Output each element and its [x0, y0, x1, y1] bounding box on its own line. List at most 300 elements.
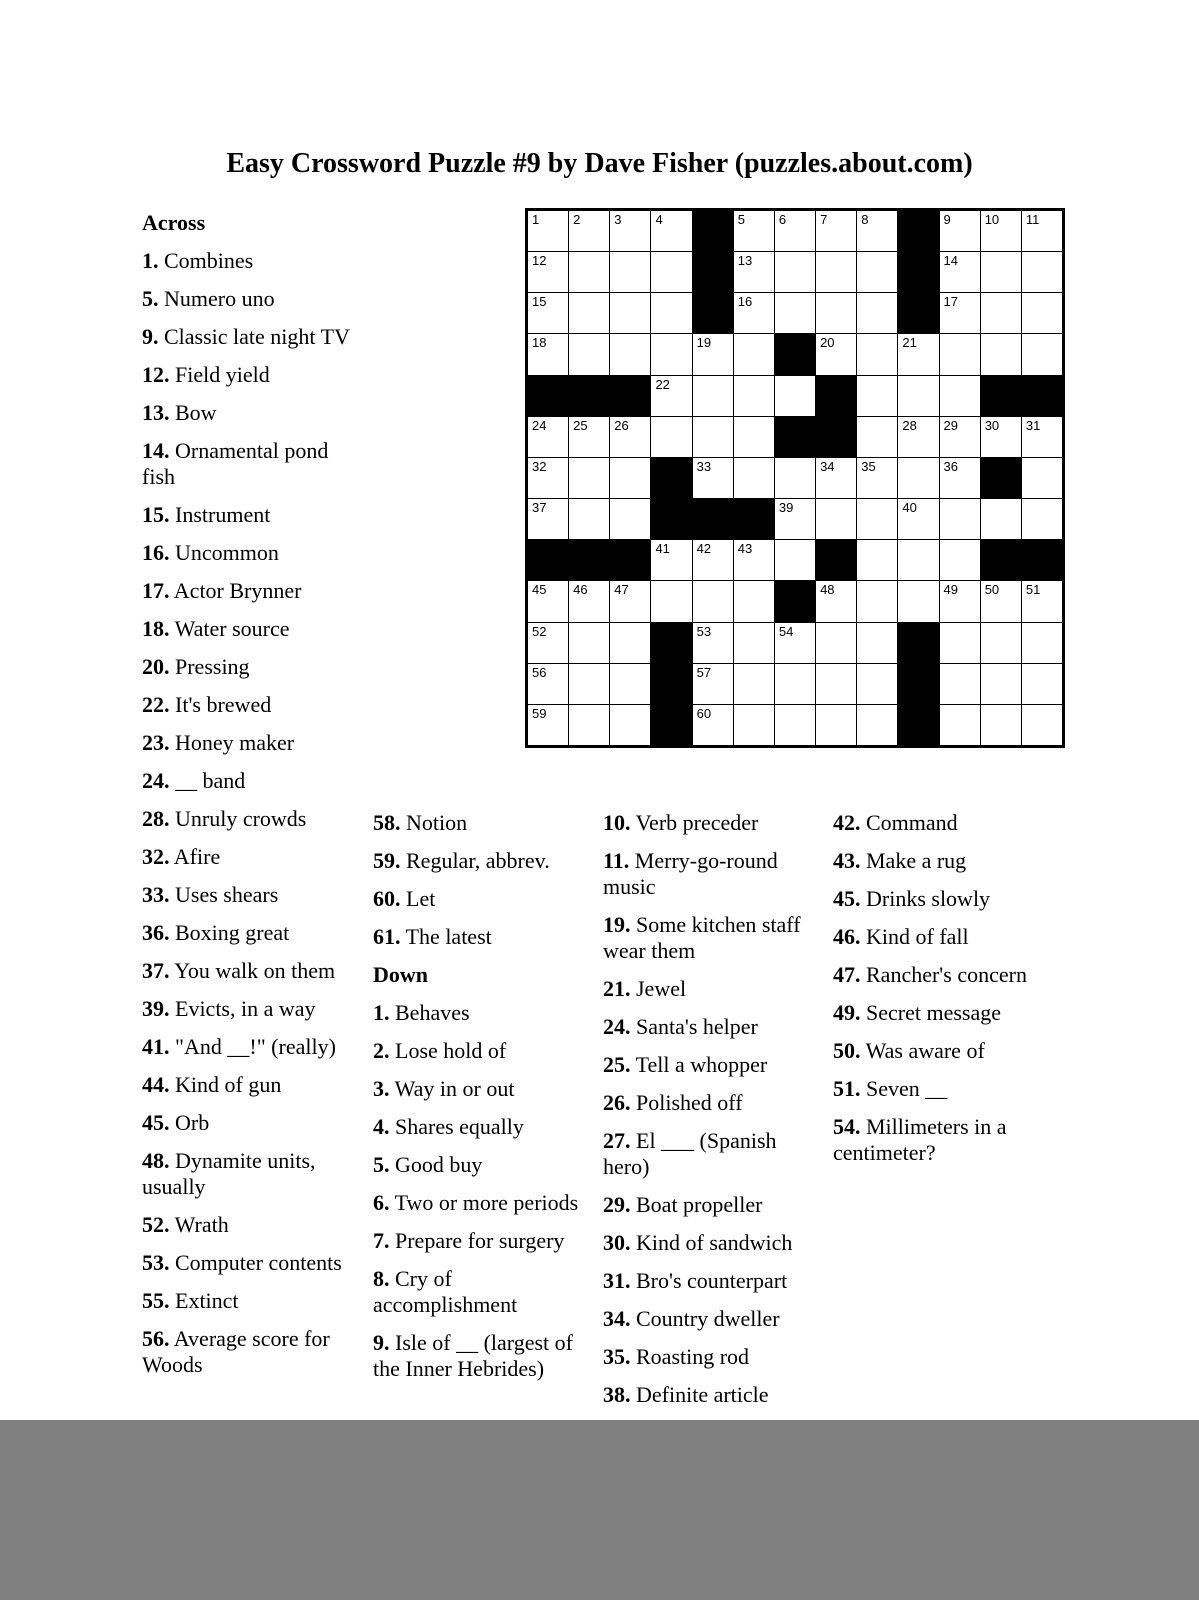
- grid-cell[interactable]: [940, 581, 980, 621]
- grid-cell[interactable]: [816, 334, 856, 374]
- black-square: [528, 540, 568, 580]
- across-clue: [142, 692, 357, 718]
- cell-number: 51: [1025, 582, 1041, 598]
- clue-number: 38.: [603, 1382, 631, 1407]
- grid-cell[interactable]: [981, 252, 1021, 292]
- grid-cell[interactable]: [610, 664, 650, 704]
- grid-cell[interactable]: [569, 499, 609, 539]
- clue-text: Good buy: [395, 1152, 483, 1177]
- grid-cell[interactable]: [940, 664, 980, 704]
- down-clue: [603, 1230, 818, 1256]
- cell-number: 31: [1025, 417, 1041, 433]
- cell-number: 37: [532, 500, 547, 516]
- black-square: [816, 417, 856, 457]
- grid-cell[interactable]: [857, 417, 897, 457]
- grid-cell[interactable]: [898, 334, 938, 374]
- across-clue: [142, 844, 357, 870]
- clue-number: 47.: [833, 962, 861, 987]
- grid-cell[interactable]: [569, 211, 609, 251]
- grid-cell[interactable]: [940, 293, 980, 333]
- clue-text: Field yield: [175, 362, 270, 387]
- grid-cell[interactable]: [775, 293, 815, 333]
- grid-cell[interactable]: [651, 293, 691, 333]
- grid-cell[interactable]: [693, 417, 733, 457]
- grid-cell[interactable]: [940, 334, 980, 374]
- black-square: [816, 540, 856, 580]
- clue-column-1: [142, 210, 357, 1390]
- clue-number: 49.: [833, 1000, 861, 1025]
- clue-text: Classic late night TV: [164, 324, 350, 349]
- grid-cell[interactable]: [940, 458, 980, 498]
- clue-text: El ___ (Spanish hero): [603, 1128, 777, 1179]
- grid-cell[interactable]: [1022, 705, 1062, 745]
- across-clue: [142, 654, 357, 680]
- grid-cell[interactable]: [610, 252, 650, 292]
- black-square: [1022, 540, 1062, 580]
- clue-number: 11.: [603, 848, 630, 873]
- grid-cell[interactable]: [610, 211, 650, 251]
- clue-number: 7.: [373, 1228, 390, 1253]
- black-square: [693, 293, 733, 333]
- clue-text: Behaves: [395, 1000, 470, 1025]
- cell-number: 57: [696, 664, 712, 680]
- down-clue: [603, 1052, 818, 1078]
- grid-cell[interactable]: [940, 540, 980, 580]
- clue-number: 10.: [603, 810, 631, 835]
- grid-cell[interactable]: [610, 293, 650, 333]
- down-clue: [833, 1038, 1048, 1064]
- clue-number: 3.: [373, 1076, 390, 1101]
- black-square: [981, 458, 1021, 498]
- grid-cell[interactable]: [693, 376, 733, 416]
- grid-cell[interactable]: [857, 581, 897, 621]
- grid-cell[interactable]: [857, 252, 897, 292]
- down-clue: [833, 1076, 1048, 1102]
- grid-cell[interactable]: [857, 540, 897, 580]
- grid-cell[interactable]: [528, 417, 568, 457]
- clue-text: Millimeters in a centimeter?: [833, 1114, 1007, 1165]
- cell-number: 47: [614, 582, 629, 598]
- black-square: [1022, 376, 1062, 416]
- grid-cell[interactable]: [610, 334, 650, 374]
- black-square: [775, 581, 815, 621]
- clue-column-2: [373, 810, 588, 1394]
- down-clue: [603, 1382, 818, 1408]
- grid-cell[interactable]: [775, 458, 815, 498]
- cell-number: 3: [614, 212, 622, 227]
- clue-text: Merry-go-round music: [603, 848, 778, 899]
- grid-cell[interactable]: [734, 458, 774, 498]
- grid-cell[interactable]: [569, 705, 609, 745]
- grid-cell[interactable]: [981, 499, 1021, 539]
- across-clue: [142, 1326, 357, 1378]
- clue-number: 60.: [373, 886, 401, 911]
- grid-cell[interactable]: [857, 211, 897, 251]
- grid-cell[interactable]: [775, 540, 815, 580]
- grid-cell[interactable]: [940, 417, 980, 457]
- clue-number: 59.: [373, 848, 401, 873]
- down-clue: [373, 1114, 588, 1140]
- clue-text: Notion: [406, 810, 468, 835]
- grid-cell[interactable]: [569, 581, 609, 621]
- grid-cell[interactable]: [693, 664, 733, 704]
- clue-text: Combines: [164, 248, 254, 273]
- clue-text: Actor Brynner: [173, 578, 302, 603]
- grid-cell[interactable]: [857, 664, 897, 704]
- grid-cell[interactable]: [610, 499, 650, 539]
- clue-number: 32.: [142, 844, 170, 869]
- clue-text: Evicts, in a way: [175, 996, 316, 1021]
- black-square: [693, 211, 733, 251]
- down-clue: [373, 1038, 588, 1064]
- clue-text: Instrument: [175, 502, 271, 527]
- black-square: [898, 252, 938, 292]
- clue-number: 24.: [142, 768, 170, 793]
- clue-text: You walk on them: [174, 958, 336, 983]
- grid-cell[interactable]: [569, 252, 609, 292]
- cell-number: 4: [655, 212, 663, 227]
- cell-number: 36: [943, 458, 958, 474]
- grid-cell[interactable]: [1022, 334, 1062, 374]
- cell-number: 20: [820, 335, 835, 351]
- clue-text: It's brewed: [175, 692, 272, 717]
- grid-cell[interactable]: [816, 211, 856, 251]
- down-clue: [833, 1114, 1048, 1166]
- grid-cell[interactable]: [981, 664, 1021, 704]
- across-clue: [373, 848, 588, 874]
- clue-text: Country dweller: [636, 1306, 780, 1331]
- grid-cell[interactable]: [981, 211, 1021, 251]
- grid-cell[interactable]: [528, 664, 568, 704]
- across-clue: [373, 924, 588, 950]
- grid-cell[interactable]: [734, 540, 774, 580]
- clue-number: 56.: [142, 1326, 170, 1351]
- grid-cell[interactable]: [981, 705, 1021, 745]
- cell-number: 2: [573, 212, 581, 227]
- grid-cell[interactable]: [610, 458, 650, 498]
- grid-cell[interactable]: [528, 499, 568, 539]
- grid-cell[interactable]: [528, 458, 568, 498]
- clue-number: 29.: [603, 1192, 631, 1217]
- grid-cell[interactable]: [816, 499, 856, 539]
- clue-text: Lose hold of: [395, 1038, 507, 1063]
- cell-number: 41: [655, 541, 670, 557]
- clue-number: 1.: [373, 1000, 390, 1025]
- grid-cell[interactable]: [775, 376, 815, 416]
- clue-number: 34.: [603, 1306, 631, 1331]
- grid-cell[interactable]: [775, 623, 815, 663]
- grid-cell[interactable]: [940, 211, 980, 251]
- cell-number: 6: [778, 212, 787, 227]
- clue-number: 12.: [142, 362, 170, 387]
- grid-cell[interactable]: [734, 211, 774, 251]
- grid-cell[interactable]: [1022, 417, 1062, 457]
- cell-number: 54: [778, 623, 794, 639]
- grid-cell[interactable]: [775, 664, 815, 704]
- cell-number: 1: [532, 212, 540, 227]
- down-clue: [833, 848, 1048, 874]
- clue-text: Rancher's concern: [866, 962, 1027, 987]
- grid-cell[interactable]: [898, 540, 938, 580]
- grid-cell[interactable]: [569, 293, 609, 333]
- clue-number: 55.: [142, 1288, 170, 1313]
- grid-cell[interactable]: [569, 664, 609, 704]
- grid-cell[interactable]: [898, 499, 938, 539]
- black-square: [775, 417, 815, 457]
- grid-cell[interactable]: [775, 252, 815, 292]
- cell-number: 52: [532, 623, 547, 639]
- cell-number: 56: [532, 664, 547, 680]
- across-clue: [142, 730, 357, 756]
- cell-number: 15: [532, 294, 547, 310]
- grid-cell[interactable]: [857, 334, 897, 374]
- grid-cell[interactable]: [857, 293, 897, 333]
- grid-cell[interactable]: [775, 705, 815, 745]
- cell-number: 28: [902, 417, 917, 433]
- grid-cell[interactable]: [693, 581, 733, 621]
- down-clue: [603, 1268, 818, 1294]
- clue-number: 27.: [603, 1128, 631, 1153]
- down-clue: [373, 1000, 588, 1026]
- grid-cell[interactable]: [528, 211, 568, 251]
- grid-cell[interactable]: [775, 211, 815, 251]
- grid-cell[interactable]: [528, 293, 568, 333]
- clue-text: Bow: [175, 400, 217, 425]
- grid-cell[interactable]: [734, 705, 774, 745]
- clue-number: 4.: [373, 1114, 390, 1139]
- across-clue: [373, 810, 588, 836]
- clue-text: Kind of fall: [866, 924, 969, 949]
- grid-cell[interactable]: [1022, 664, 1062, 704]
- grid-cell[interactable]: [651, 581, 691, 621]
- clue-number: 45.: [142, 1110, 170, 1135]
- clue-number: 35.: [603, 1344, 631, 1369]
- grid-cell[interactable]: [734, 252, 774, 292]
- grid-cell[interactable]: [775, 499, 815, 539]
- grid-cell[interactable]: [651, 376, 691, 416]
- clue-number: 14.: [142, 438, 170, 463]
- grid-cell[interactable]: [651, 211, 691, 251]
- clue-number: 28.: [142, 806, 170, 831]
- clue-number: 30.: [603, 1230, 631, 1255]
- clue-number: 26.: [603, 1090, 631, 1115]
- clue-text: Command: [866, 810, 958, 835]
- black-square: [693, 252, 733, 292]
- grid-cell[interactable]: [857, 705, 897, 745]
- black-square: [981, 540, 1021, 580]
- grid-cell[interactable]: [734, 376, 774, 416]
- across-clue: [142, 1034, 357, 1060]
- clue-number: 18.: [142, 616, 170, 641]
- grid-cell[interactable]: [898, 581, 938, 621]
- clue-number: 53.: [142, 1250, 170, 1275]
- grid-cell[interactable]: [569, 623, 609, 663]
- black-square: [898, 293, 938, 333]
- grid-cell[interactable]: [569, 334, 609, 374]
- grid-cell[interactable]: [693, 540, 733, 580]
- grid-cell[interactable]: [981, 417, 1021, 457]
- grid-cell[interactable]: [569, 458, 609, 498]
- clue-number: 39.: [142, 996, 170, 1021]
- grid-cell[interactable]: [734, 581, 774, 621]
- grid-cell[interactable]: [651, 334, 691, 374]
- cell-number: 9: [943, 212, 951, 227]
- black-square: [734, 499, 774, 539]
- grid-cell[interactable]: [651, 540, 691, 580]
- grid-cell[interactable]: [981, 334, 1021, 374]
- grid-cell[interactable]: [816, 664, 856, 704]
- across-clue: [373, 886, 588, 912]
- black-square: [528, 376, 568, 416]
- grid-cell[interactable]: [1022, 623, 1062, 663]
- clue-text: Uses shears: [175, 882, 279, 907]
- grid-cell[interactable]: [569, 417, 609, 457]
- grid-cell[interactable]: [1022, 211, 1062, 251]
- cell-number: 25: [573, 417, 588, 433]
- grid-cell[interactable]: [816, 623, 856, 663]
- grid-cell[interactable]: [693, 705, 733, 745]
- grid-cell[interactable]: [651, 417, 691, 457]
- clue-text: Orb: [175, 1110, 210, 1135]
- down-clue: [603, 848, 818, 900]
- across-clue: [142, 502, 357, 528]
- clue-number: 51.: [833, 1076, 861, 1101]
- black-square: [816, 376, 856, 416]
- clue-text: Drinks slowly: [866, 886, 991, 911]
- grid-cell[interactable]: [734, 293, 774, 333]
- black-square: [610, 376, 650, 416]
- grid-cell[interactable]: [651, 252, 691, 292]
- clue-text: Uncommon: [175, 540, 279, 565]
- clue-number: 46.: [833, 924, 861, 949]
- cell-number: 33: [696, 458, 712, 474]
- page-title: Easy Crossword Puzzle #9 by Dave Fisher (puzzles.about.com): [226, 148, 973, 179]
- grid-cell[interactable]: [1022, 252, 1062, 292]
- grid-cell[interactable]: [734, 417, 774, 457]
- grid-cell[interactable]: [981, 293, 1021, 333]
- clue-text: Bro's counterpart: [636, 1268, 788, 1293]
- clue-number: 25.: [603, 1052, 631, 1077]
- grid-cell[interactable]: [528, 705, 568, 745]
- grid-cell[interactable]: [734, 664, 774, 704]
- clue-number: 22.: [142, 692, 170, 717]
- clue-number: 23.: [142, 730, 170, 755]
- grid-cell[interactable]: [857, 376, 897, 416]
- grid-cell[interactable]: [816, 458, 856, 498]
- cell-number: 53: [696, 623, 712, 639]
- grid-cell[interactable]: [940, 705, 980, 745]
- grid-cell[interactable]: [857, 458, 897, 498]
- grid-cell[interactable]: [528, 334, 568, 374]
- cell-number: 8: [861, 212, 869, 227]
- clue-text: Prepare for surgery: [395, 1228, 565, 1253]
- clue-text: Let: [406, 886, 436, 911]
- grid-cell[interactable]: [1022, 458, 1062, 498]
- grid-cell[interactable]: [528, 623, 568, 663]
- grid-cell[interactable]: [816, 252, 856, 292]
- down-clue: [373, 1076, 588, 1102]
- clue-text: Regular, abbrev.: [406, 848, 550, 873]
- grid-cell[interactable]: [981, 623, 1021, 663]
- grid-cell[interactable]: [1022, 293, 1062, 333]
- grid-cell[interactable]: [1022, 499, 1062, 539]
- across-clue: [142, 1072, 357, 1098]
- grid-cell[interactable]: [816, 705, 856, 745]
- grid-cell[interactable]: [898, 376, 938, 416]
- cell-number: 45: [532, 582, 547, 598]
- across-heading: Across: [142, 210, 206, 235]
- clue-number: 37.: [142, 958, 170, 983]
- black-square: [651, 664, 691, 704]
- down-clue: [603, 1014, 818, 1040]
- grid-cell[interactable]: [940, 252, 980, 292]
- clue-text: Honey maker: [175, 730, 295, 755]
- grid-cell[interactable]: [1022, 581, 1062, 621]
- down-clue: [603, 1192, 818, 1218]
- clue-text: The latest: [405, 924, 492, 949]
- grid-cell[interactable]: [940, 499, 980, 539]
- black-square: [651, 499, 691, 539]
- grid-cell[interactable]: [940, 623, 980, 663]
- clue-text: Some kitchen staff wear them: [603, 912, 801, 963]
- grid-cell[interactable]: [857, 623, 897, 663]
- cell-number: 34: [820, 458, 835, 474]
- down-clue: [603, 1090, 818, 1116]
- clue-number: 61.: [373, 924, 401, 949]
- clue-text: Wrath: [174, 1212, 229, 1237]
- clue-number: 36.: [142, 920, 170, 945]
- across-clue: [142, 362, 357, 388]
- clue-number: 15.: [142, 502, 170, 527]
- cell-number: 24: [532, 417, 547, 433]
- grid-cell[interactable]: [734, 623, 774, 663]
- grid-cell[interactable]: [693, 334, 733, 374]
- grid-cell[interactable]: [610, 623, 650, 663]
- grid-cell[interactable]: [693, 623, 733, 663]
- grid-cell[interactable]: [857, 499, 897, 539]
- grid-cell[interactable]: [610, 417, 650, 457]
- cell-number: 16: [737, 294, 753, 310]
- clue-number: 17.: [142, 578, 170, 603]
- clue-number: 58.: [373, 810, 401, 835]
- grid-cell[interactable]: [816, 581, 856, 621]
- cell-number: 5: [737, 212, 745, 227]
- clue-number: 8.: [373, 1266, 390, 1291]
- clue-number: 1.: [142, 248, 159, 273]
- grid-cell[interactable]: [610, 581, 650, 621]
- grid-cell[interactable]: [734, 334, 774, 374]
- grid-cell[interactable]: [610, 705, 650, 745]
- across-clue: [142, 920, 357, 946]
- grid-cell[interactable]: [816, 293, 856, 333]
- clue-number: 42.: [833, 810, 861, 835]
- down-clue: [373, 1152, 588, 1178]
- cell-number: 32: [532, 458, 547, 474]
- grid-cell[interactable]: [898, 458, 938, 498]
- grid-cell[interactable]: [693, 458, 733, 498]
- grid-cell[interactable]: [898, 417, 938, 457]
- down-clue: [833, 810, 1048, 836]
- grid-cell[interactable]: [981, 581, 1021, 621]
- grid-cell[interactable]: [940, 376, 980, 416]
- cell-number: 29: [943, 417, 958, 433]
- clue-number: 50.: [833, 1038, 861, 1063]
- down-clue: [833, 962, 1048, 988]
- cell-number: 43: [737, 541, 753, 557]
- grid-cell[interactable]: [528, 581, 568, 621]
- black-square: [569, 376, 609, 416]
- grid-cell[interactable]: [528, 252, 568, 292]
